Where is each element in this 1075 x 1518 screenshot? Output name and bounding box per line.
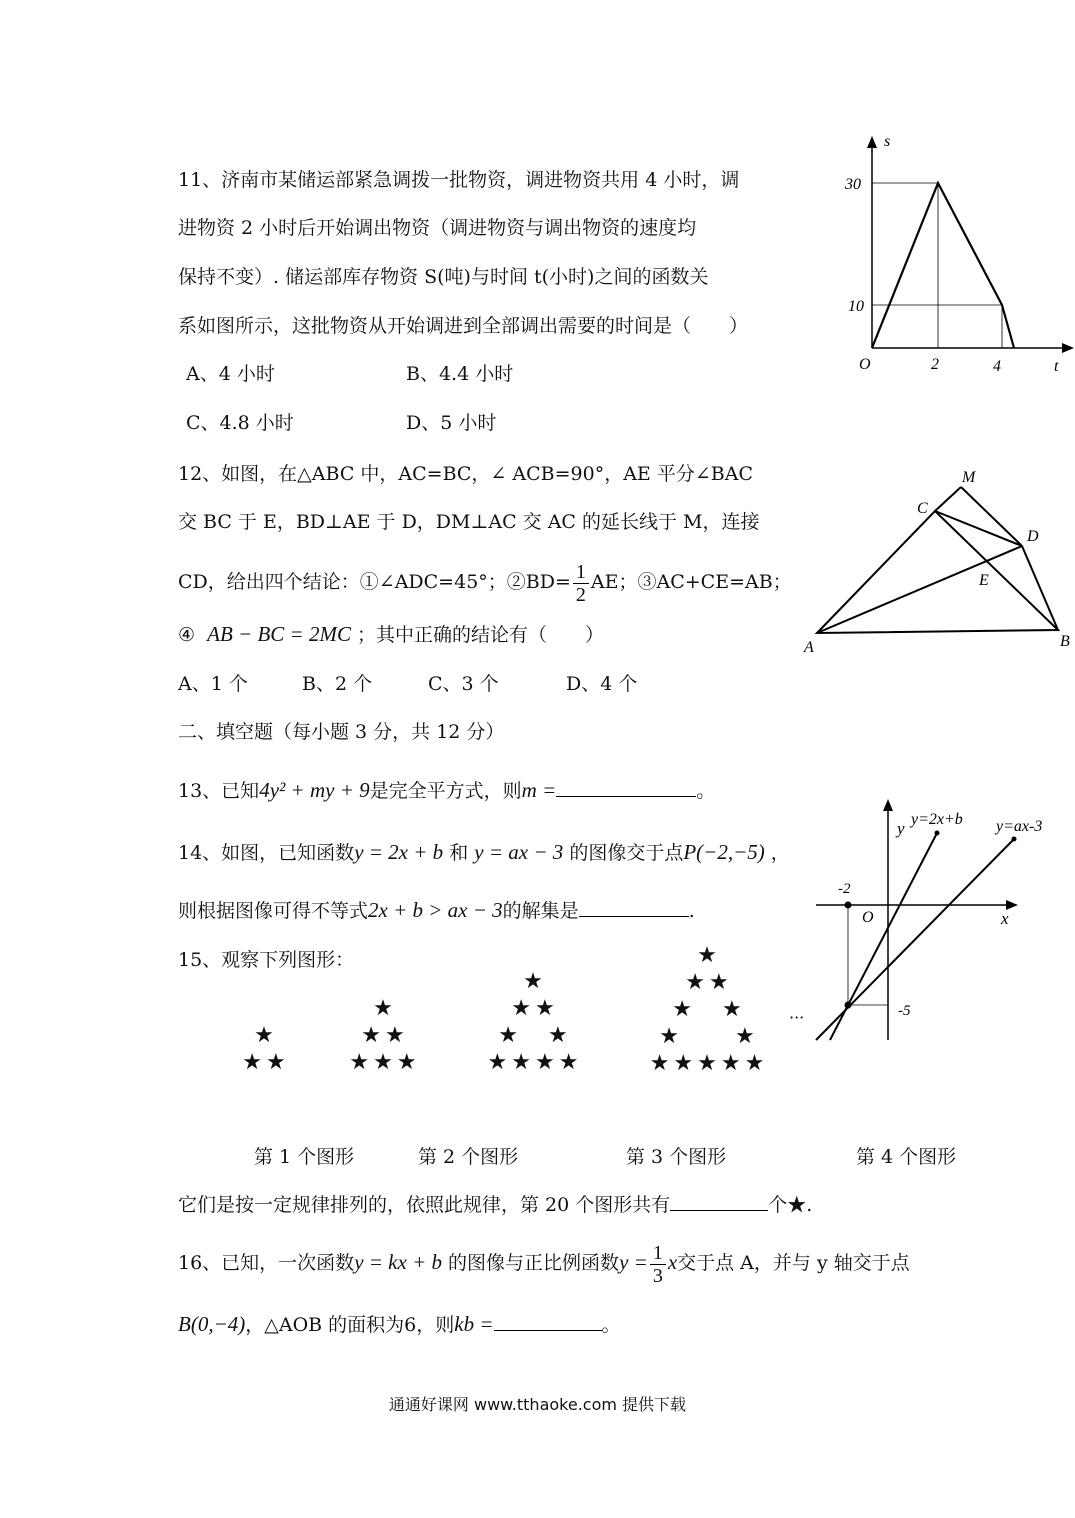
fraction-one-half [573, 561, 589, 606]
fraction-denominator: 3 [652, 1264, 663, 1287]
q11-line-1: 11、济南市某储运部紧急调拨一批物资，调进物资共用 4 小时，调 [178, 169, 740, 191]
q16-line-2-mid: ，△AOB 的面积为6，则 [245, 1314, 455, 1336]
q12-line-3-pre: CD，给出四个结论：①∠ADC=45°；②BD= [178, 571, 571, 593]
q14-function-2: y = ax − 3 [474, 840, 564, 864]
q14-graph-origin: O [862, 909, 874, 926]
q14-comma: ， [770, 842, 790, 864]
star-row: ★★ [685, 970, 733, 995]
q14-line-1 [178, 840, 790, 865]
q11-option-b: B、4.4 小时 [406, 363, 514, 385]
q11-graph-tick-2: 2 [931, 356, 939, 373]
q12-line-4-post: ；其中正确的结论有（ ） [357, 624, 605, 646]
q11-graph [845, 128, 1075, 378]
star-row: ★ [373, 996, 397, 1021]
caption-figure-1: 第 1 个图形 [254, 1146, 355, 1168]
star-row: ★★★ [349, 1050, 421, 1075]
q14-graph-line-1-label: y=2x+b [911, 811, 963, 828]
star-figure-4 [638, 942, 780, 1077]
q14-line-2-post: 的解集是 [502, 900, 579, 922]
q14-pre: 14、如图，已知函数 [178, 842, 355, 864]
q11-graph-tick-4: 4 [993, 358, 1001, 375]
q11-line-3: 保持不变）. 储运部库存物资 S(吨)与时间 t(小时)之间的函数关 [178, 266, 709, 288]
page-footer: 通通好课网 www.tthaoke.com 提供下载 [388, 1395, 687, 1414]
star-figure-1 [236, 1022, 296, 1076]
q16-answer-blank[interactable] [494, 1312, 602, 1331]
q12-line-1: 12、如图，在△ABC 中，AC=BC，∠ ACB=90°，AE 平分∠BAC [178, 463, 753, 485]
q13-answer-blank[interactable] [556, 778, 696, 797]
q11-graph-tick-30: 30 [845, 176, 861, 193]
q13-pre: 13、已知 [178, 780, 260, 802]
label-c: C [917, 500, 928, 517]
q16-point-b: B(0,−4) [178, 1312, 246, 1336]
q13-expression: 4y² + my + 9 [259, 778, 370, 802]
fraction-numerator: 1 [650, 1242, 666, 1265]
q16-line-1 [178, 1232, 910, 1293]
fraction-numerator: 1 [573, 561, 589, 584]
label-m: M [962, 469, 976, 486]
q16-line-2 [178, 1312, 621, 1337]
q14-function-1: y = 2x + b [354, 840, 444, 864]
star-row: ★ [523, 969, 547, 994]
caption-figure-2: 第 2 个图形 [418, 1146, 519, 1168]
star-row: ★ [254, 1023, 278, 1048]
q12-line-3 [178, 552, 792, 612]
q15-answer-blank[interactable] [670, 1192, 768, 1211]
q12-item-4-marker: ④ [178, 624, 196, 646]
q13-mid: 是完全平方式，则 [369, 780, 522, 802]
q12-item-4-equation: AB − BC = 2MC [207, 622, 351, 646]
star-row: ★★★★ [487, 1050, 583, 1075]
caption-figure-4: 第 4 个图形 [856, 1146, 957, 1168]
q14-graph-y-label: y [897, 819, 905, 838]
star-row: ★★ [361, 1023, 409, 1048]
q12-line-2: 交 BC 于 E，BD⊥AE 于 D，DM⊥AC 交 AC 的延长线于 M，连接 [178, 511, 760, 533]
q12-line-4 [178, 622, 604, 647]
q14-period: . [688, 900, 695, 922]
label-b: B [1060, 633, 1070, 650]
star-row: ★★★★★ [649, 1051, 769, 1076]
star-row: ★ ★ [659, 1024, 759, 1049]
q14-and: 和 [449, 842, 469, 864]
label-d: D [1027, 528, 1039, 545]
q11-graph-tick-10: 10 [848, 298, 864, 315]
q14-line-2-pre: 则根据图像可得不等式 [178, 900, 369, 922]
q13-post: 。 [696, 780, 716, 802]
star-row: ★ [697, 943, 721, 968]
fraction-one-third [650, 1242, 666, 1287]
section-2-heading: 二、填空题（每小题 3 分，共 12 分） [178, 721, 505, 743]
q14-graph [810, 785, 1075, 1050]
q12-option-c: C、3 个 [428, 673, 499, 695]
q14-graph-tick-neg5: -5 [898, 1003, 911, 1019]
q15-ellipsis: ··· [789, 1008, 805, 1027]
q16-y-equals: y = [619, 1250, 648, 1274]
q11-graph-t-label: t [1054, 358, 1059, 375]
q11-graph-origin: O [859, 356, 871, 373]
fraction-denominator: 2 [575, 583, 586, 606]
q14-graph-line-2-label: y=ax-3 [996, 818, 1043, 835]
q14-inequality: 2x + b > ax − 3 [368, 898, 503, 922]
q16-x: x [667, 1250, 678, 1274]
q14-point-p: P(−2,−5) [683, 840, 765, 864]
q15-line-pre: 它们是按一定规律排列的，依照此规律，第 20 个图形共有 [178, 1194, 671, 1216]
q16-line-2-post: 。 [601, 1314, 621, 1336]
q15-title: 15、观察下列图形： [178, 949, 355, 971]
q12-option-a: A、1 个 [178, 673, 248, 695]
star-figure-2 [340, 995, 430, 1076]
q12-option-d: D、4 个 [566, 673, 638, 695]
q15-line-post: 个★. [768, 1194, 813, 1216]
q13-line [178, 778, 715, 803]
q14-answer-blank[interactable] [579, 898, 689, 917]
q13-m-equals: m = [521, 778, 557, 802]
q14-graph-x-label: x [1001, 909, 1009, 928]
q14-mid: 的图像交于点 [569, 842, 684, 864]
q11-option-a: A、4 小时 [186, 363, 275, 385]
star-row: ★★ [242, 1050, 290, 1075]
q14-line-2 [178, 898, 695, 923]
star-row: ★★ [511, 996, 559, 1021]
star-row: ★ ★ [498, 1023, 572, 1048]
star-figure-3 [476, 968, 594, 1076]
q16-mid-2: 交于点 A，并与 y 轴交于点 [677, 1252, 910, 1274]
q16-kb-equals: kb = [454, 1312, 494, 1336]
q11-line-4: 系如图所示，这批物资从开始调进到全部调出需要的时间是（ ） [178, 315, 749, 337]
q11-option-d: D、5 小时 [406, 412, 497, 434]
q11-graph-s-label: s [884, 133, 891, 150]
caption-figure-3: 第 3 个图形 [626, 1146, 727, 1168]
q16-pre: 16、已知，一次函数 [178, 1252, 355, 1274]
q11-option-c: C、4.8 小时 [186, 412, 294, 434]
label-e: E [979, 572, 989, 589]
q11-line-2: 进物资 2 小时后开始调出物资（调进物资与调出物资的速度均 [178, 217, 697, 239]
label-a: A [804, 639, 814, 656]
star-row: ★ ★ [672, 997, 746, 1022]
q15-question-line [178, 1192, 812, 1217]
q12-triangle-figure [800, 460, 1075, 660]
q12-option-b: B、2 个 [302, 673, 373, 695]
q14-graph-tick-neg2: -2 [838, 881, 851, 897]
q16-linear-function: y = kx + b [354, 1250, 442, 1274]
q12-line-3-post: AE；③AC+CE=AB； [590, 571, 792, 593]
q16-mid-1: 的图像与正比例函数 [448, 1252, 620, 1274]
